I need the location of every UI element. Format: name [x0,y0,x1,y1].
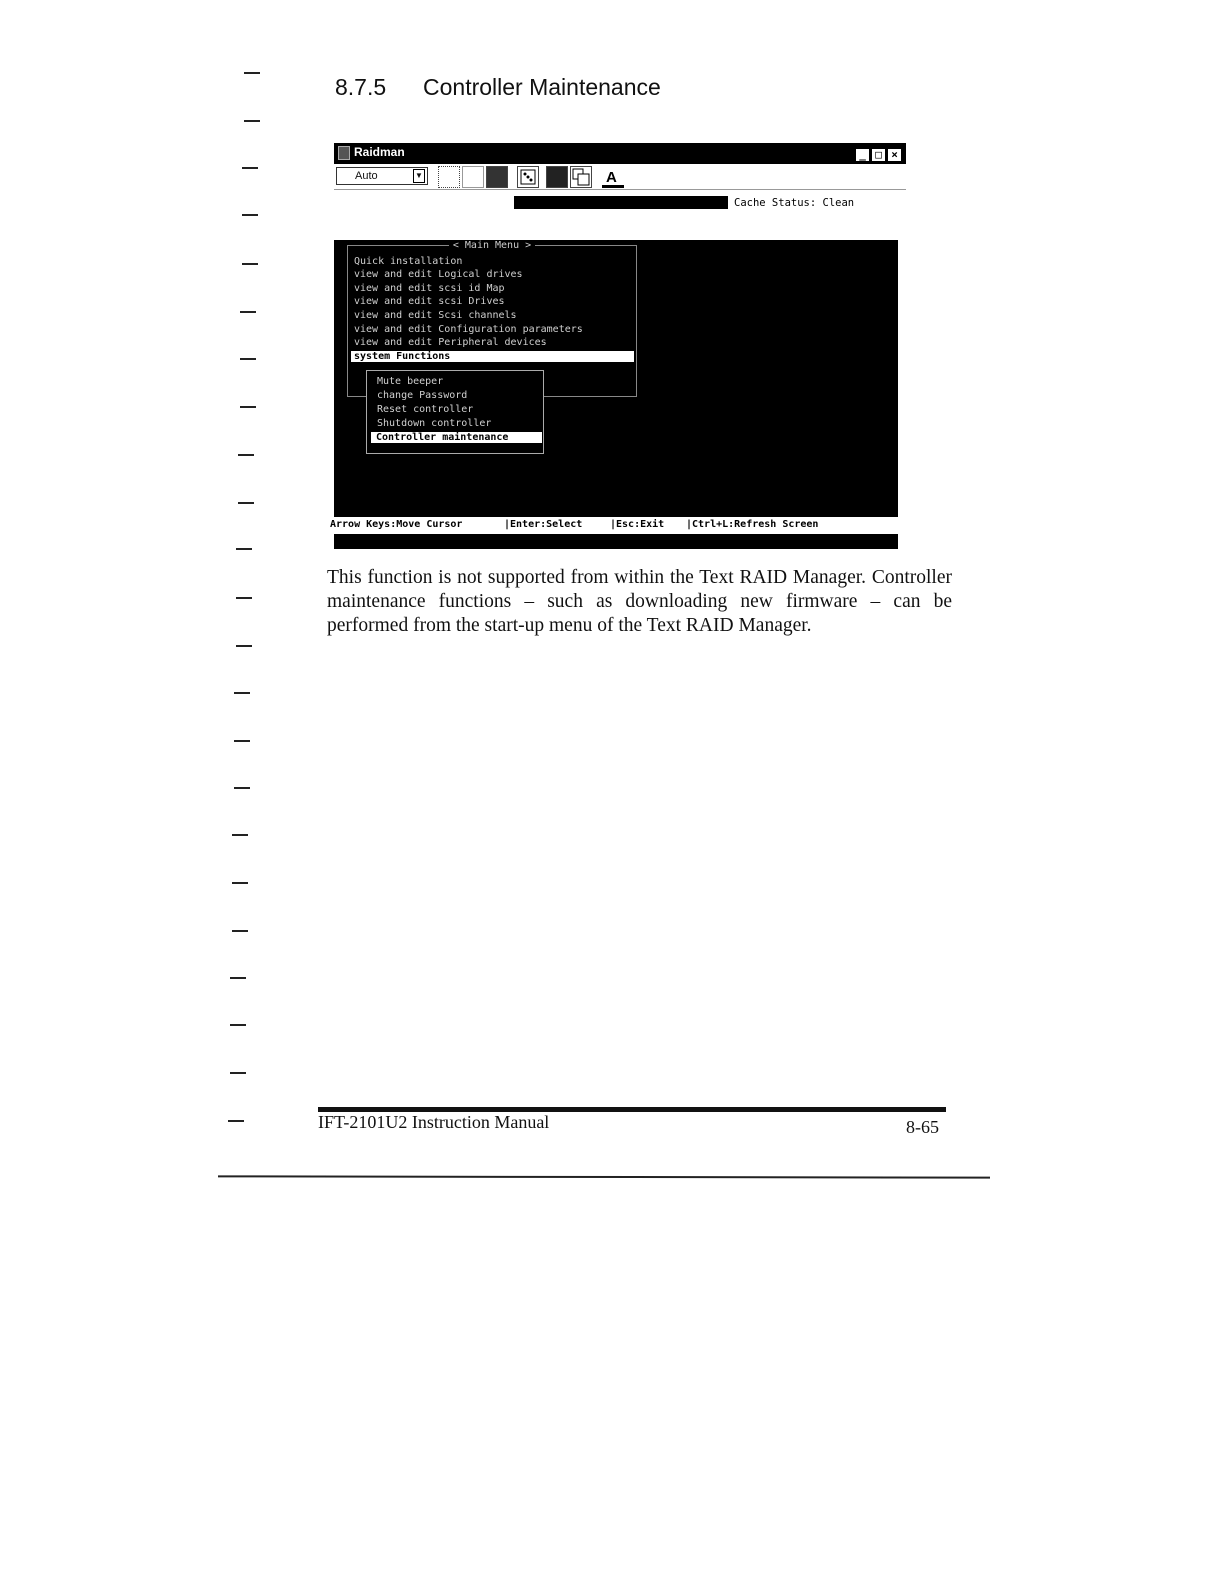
submenu-item-shutdown-controller[interactable]: Shutdown controller [377,418,492,429]
status-area [334,190,906,240]
page-bottom-rule [218,1175,990,1178]
mode-select[interactable] [336,167,428,185]
menu-item-quick-installation[interactable]: Quick installation [354,256,463,267]
margin-tick [230,1024,246,1026]
margin-tick [240,358,256,360]
footer-page-number: 8-65 [906,1117,939,1137]
margin-tick [238,454,254,456]
help-bar [330,517,898,533]
window-bottom-edge [334,534,898,549]
system-functions-submenu [366,370,544,454]
window-controls [855,148,902,162]
toolbar [334,164,906,190]
submenu-item-change-password[interactable]: change Password [377,390,468,401]
margin-tick [230,1072,246,1074]
dice-icon[interactable] [517,166,539,188]
margin-tick [236,548,252,550]
menu-item-scsi-id-map[interactable]: view and edit scsi id Map [354,283,505,294]
section-title: Controller Maintenance [423,74,661,100]
margin-tick [234,692,250,694]
cache-status: Cache Status: Clean [734,197,855,209]
menu-item-system-functions[interactable]: system Functions [351,351,634,362]
margin-tick [234,740,250,742]
margin-tick [242,167,258,169]
minimize-icon[interactable]: _ [855,148,870,162]
submenu-item-controller-maintenance[interactable]: Controller maintenance [371,432,542,443]
margin-tick [230,977,246,979]
submenu-item-reset-controller[interactable]: Reset controller [377,404,474,415]
help-refresh: |Ctrl+L:Refresh Screen [686,519,819,530]
progress-bar [514,196,728,209]
margin-tick [244,72,260,74]
margin-tick [238,502,254,504]
margin-tick [242,214,258,216]
margin-tick [240,311,256,313]
margin-tick [232,930,248,932]
close-icon[interactable]: × [887,148,902,162]
dropdown-arrow-icon[interactable]: ▼ [413,169,425,183]
window-titlebar [334,143,906,164]
drive-icon[interactable] [486,166,508,188]
menu-item-configuration-parameters[interactable]: view and edit Configuration parameters [354,324,583,335]
margin-tick [234,787,250,789]
mode-select-value: Auto [355,170,378,182]
margin-tick [236,645,252,647]
margin-tick [240,406,256,408]
margin-tick [232,834,248,836]
section-number: 8.7.5 [335,74,387,100]
margin-tick [236,597,252,599]
body-paragraph: This function is not supported from within the Text RAID Manager. Controller maintenance functions – such as downloading new firmware – can be performed from the start-up menu of the Text RAID Manager. [327,567,952,636]
font-icon[interactable] [602,166,624,188]
menu-item-scsi-channels[interactable]: view and edit Scsi channels [354,310,517,321]
margin-tick [242,263,258,265]
margin-tick [232,882,248,884]
clipboard-icon[interactable] [546,166,568,188]
windows-icon[interactable] [570,166,592,188]
footer-manual-title: IFT-2101U2 Instruction Manual [318,1112,550,1132]
margin-tick [228,1120,244,1122]
maximize-icon[interactable]: □ [871,148,886,162]
help-enter: |Enter:Select [504,519,583,530]
app-icon [338,146,350,160]
help-esc: |Esc:Exit [610,519,665,530]
page-icon[interactable] [462,166,484,188]
raidman-screenshot [330,143,906,550]
svg-text:A: A [606,169,617,186]
margin-tick [244,120,260,122]
menu-item-logical-drives[interactable]: view and edit Logical drives [354,269,523,280]
grid-icon[interactable] [438,166,460,188]
menu-item-scsi-drives[interactable]: view and edit scsi Drives [354,296,505,307]
submenu-item-mute-beeper[interactable]: Mute beeper [377,376,444,387]
main-menu-title: < Main Menu > [348,240,636,251]
terminal-screen [334,240,898,518]
help-arrow-keys: Arrow Keys:Move Cursor [330,519,463,530]
window-title: Raidman [354,145,405,159]
section-heading [335,74,661,101]
menu-item-peripheral-devices[interactable]: view and edit Peripheral devices [354,337,547,348]
